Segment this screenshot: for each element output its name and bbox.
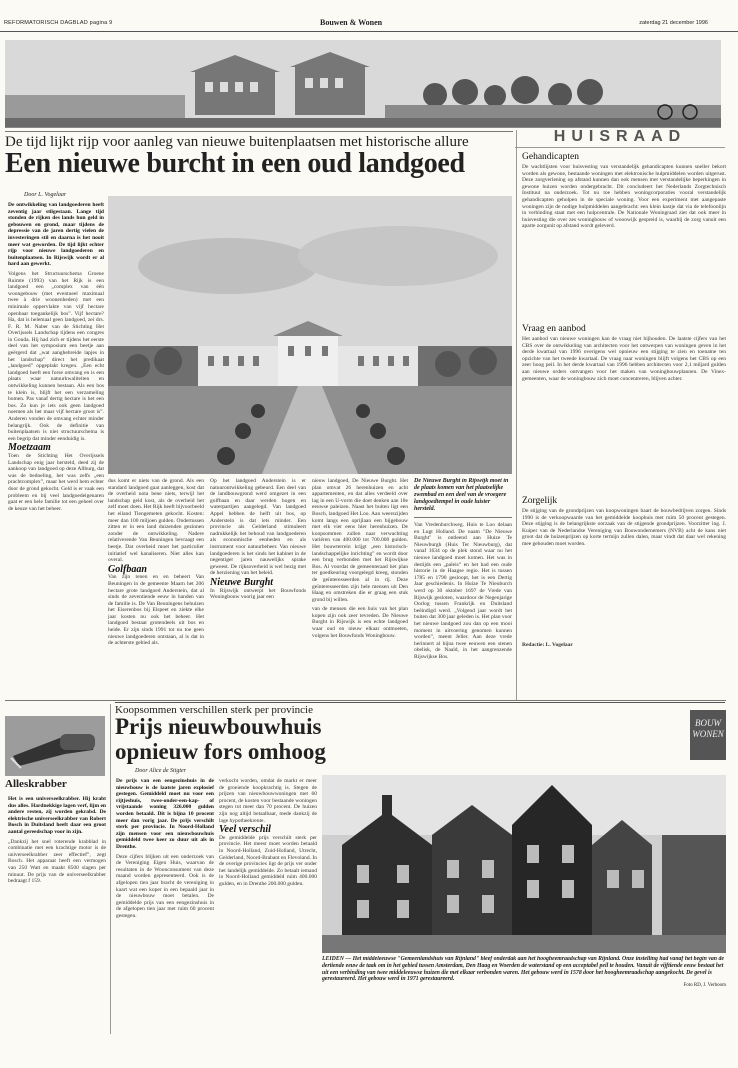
main-col2-body: dus komt er niets van de grond. Als een standard landgoed gaat aanleggen, kost dat de overheid nota bene niets, terwijl het landschap geld kost, als de overheid het zelf moet doen. Het Rijk heeft bijvoorbeeld het eiland Tiengemeten gekocht. Kosten: meer dan 100 miljoen gulden. Ondertussen zitten er in een land duizenden gezinnen zonder de ontwikkeling. Nadere relativerende Van Beuningen bevraagt een beetje. Dat overheid moet het particulier initiatief wel kanaliseren. Niet alles kan overal. bbox=[108, 478, 204, 564]
main-col2-body2: Van zijn tenen en en beheert Van Beuningen in de gemeente Maarn het 206 hectare grote landgoed Anderstein, dat al sinds de zeventiende eeuw in handen van de familie is. De Van Beuningens behuizen het Eiserenbos bij Elspeet en ziekte elke jaar kosten nu ook het beheer. Het landgoed bestaat grotendeels uit bos en heide. Er zijn sinds 1991 tot nu toe geen nieuwe landgoederen ontstaan, al is dat in de achterste gebied als. bbox=[108, 574, 204, 647]
second-headline bbox=[115, 714, 445, 764]
second-col1-body: Deze cijfers blijken uit een onderzoek van de Vereniging Eigen Huis, waarvan de resultaten in de Woonconsument van deze maand worden gepresenteerd. Ook is de afgelopen tien jaar bracht de vereniging in kaart wat een koper in een bepaald jaar in de nieuwbouw moet betalen. De gemiddelde prijs van een eengezinshuis in de afgelopen tien jaar met ruim 60 procent gestegen. bbox=[116, 853, 214, 919]
second-lede: De prijs van een eengezinshuis in de nieuwbouw is de laatste jaren explosief gestegen. Gemiddeld moet nu voor een rijtjeshuis, twee-onder-een-kap- of vrijstaande woning 326.000 gulden worden betaald. Dit is bijna 10 procent meer dan vorig jaar. De prijs verschilt sterk per provincie. In Noord-Holland zijn mensen voor een nieuwbouwhuis gemiddeld twee keer zo duur uit als in Drenthe. bbox=[116, 778, 214, 850]
second-col2-body2: De gemiddelde prijs verschilt sterk per provincie. Het meest moet worden betaald in Noord-Holland, Zuid-Holland, Utrecht, Gelderland, Noord-Brabant en Flevoland. In de overige provincies ligt de prijs ver onder het landelijk gemiddelde. Zo betaalt iemand in Noord-Holland gemiddeld ruim 400.000 gulden, en in Drenthe 200.000 gulden. bbox=[219, 834, 317, 887]
main-col3-body2: In Rijswijk ontwerpt het Bouwfonds Woningbouw voorig jaar een bbox=[210, 587, 306, 601]
second-kicker: Koopsommen verschillen sterk per provincie bbox=[115, 702, 725, 716]
bottom-photo-caption: LEIDEN — Het middeleeuwse "Gemeenlandshuis van Rijnland" bleef onderdak aan het hoogheemraadschap van Rijnland. Onze instelling had vanaf het begin van de dertiende eeuw de taak om in het gebied tussen Amsterdam, Den Haag en Woerden de waterstand op een acceptabel peil te houden. Vanuit de vijftiende eeuw bestaat het uit een verbinding van twee middeleeuwse huizen die met elkaar verbonden waren. Het gebouw werd in 1578 door het hoogheemraadschap aangekocht. De gevel is gerestaureerd. Het gebouw werd in 1971 gerestaureerd. bbox=[322, 956, 724, 983]
second-col-1 bbox=[116, 778, 214, 1033]
sidebar-body-2: Het aanbod van nieuwe woningen kan de vraag niet bijhouden. De laatste cijfers van het CBS over de ontwikkeling van architecten voor het ontwerpen van woningen geven in het derde kwartaal van 1996 overigens wel opnieuw een stijging te zien en toename ten opzichte van het tweede kwartaal. De vraag naar woningen blijft volgens het CBS op een zeer hoog peil. In het derde kwartaal van 1996 hebben architecten voor 2,1 miljard gulden aan nieuwe orders ontvangen voor het maken van woningbouwplannen. De Vinex-gemeenten, waar de woningbouw zich moet concentreren, blijven achter. bbox=[522, 336, 726, 382]
banner-drawing bbox=[5, 40, 721, 128]
main-author: Door L. Vogelaar bbox=[24, 192, 67, 198]
second-headline-line2: opnieuw fors omhoog bbox=[115, 739, 326, 764]
scraper-heading: Alleskrabber bbox=[5, 778, 67, 790]
bottom-photo-caption-box bbox=[322, 956, 726, 1036]
badge-line1: BOUW bbox=[695, 718, 721, 728]
second-col2-body: verkocht worden, omdat de markt er meer de groeiende koopkrachtig is. Stegen de prijzen van nieuwbouwwoningen met 60 procent, de kosten voor bestaande woningen stegen tot meer dan 70 procent. De huizen zijn nog altijd betaalbaar, mede dankzij de lage hypotheekrente. bbox=[219, 778, 317, 824]
main-kicker: De tijd lijkt rijp voor aanleg van nieuwe buitenplaatsen met historische allure bbox=[5, 131, 513, 151]
building-drawing bbox=[322, 775, 726, 953]
second-col-2 bbox=[219, 778, 317, 1033]
sidebar-heading-3: Zorgelijk bbox=[522, 496, 558, 506]
masthead bbox=[0, 16, 738, 32]
section-divider bbox=[5, 700, 726, 701]
sidebar-section-zorgelijk bbox=[522, 496, 726, 638]
masthead-paper-name: REFORMATORISCH DAGBLAD pagina 9 bbox=[4, 20, 113, 26]
main-col1-subheading: Moetzaam bbox=[8, 442, 51, 454]
photo-nieuwe-burght bbox=[108, 196, 512, 474]
sidebar-divider bbox=[516, 130, 517, 700]
main-col-5 bbox=[414, 478, 512, 700]
main-col5-body: Van Vredenburchweg. Huis te Loo delaan en Lugt Holland. De naam "De Nieuwe Burght" is ontleend aan Huize Te Nieuwburgh (Huis Ter Nieuwburg), dat vanaf 1634 op de plek stond waar nu het nieuwe landgoed moet komen. Het was in destijds een „paleis” en het had een oude historie in de Haagse regio. Het is tussen 1785 en 1790 gesloopt, het is een Dertig Jaar geschiedenis. In Huize Te Nieuburch werd op 30 oktober 1697 de Vrede van Rijswijk gesloten, waardoor de Negenjarige Oorlog tussen Frankrijk en Duitsland beëindigd werd. „Volgend jaar wordt het buiten dat 300 jaar geleden is. Het plan voor het nieuwe landgoed zou dan op een mooi moment in uitvoering genomen kunnen worden”, meent Jeller. Aan deze vrede herinnert al bijna twee eeuwen een stenen obelisk, de Naald, in het aangrenzende Rijswijkse Bos. bbox=[414, 522, 512, 660]
sidebar bbox=[522, 152, 726, 697]
main-headline: Een nieuwe burcht in een oud landgoed bbox=[5, 148, 465, 179]
bottom-photo-credit: Foto RD, J. Verboom bbox=[683, 983, 726, 989]
scraper-photo bbox=[5, 716, 105, 776]
photo-drawing bbox=[108, 196, 512, 474]
main-lede: De ontwikkeling van landgoederen heeft zeventig jaar stilgestaan. Lange tijd stonden de rijken des lands hun geld in gebouwen en grond, maar tijdens de depressie van de jaren dertig vielen de investeringen stil en daarna is het nooit meer wat geworden. De tijd lijkt echter rijp voor nieuwe landgoederen en buitenplaatsen. In Rijswijk wordt er al hard aan gewerkt. bbox=[8, 202, 104, 268]
badge-line2: WONEN bbox=[692, 729, 724, 739]
caption-divider bbox=[414, 517, 512, 518]
main-col2-subheading: Golfbaan bbox=[108, 563, 147, 575]
sidebar-body-1: De wachtlijsten voor huisvesting van verstandelijk gehandicapten kunnen sneller bekort worden als gewone, bestaande woningen met elektronische hulpmiddelen worden uitgerust. Deze zorgverlening op afstand kunnen dan ook mensen met verstandelijke beperkingen in gewone huizen worden ondergebracht. Dit concludeert het Nederlands Zorgtechnisch Instituut na onderzoek. Tot nu toe hebben woningcorporaties vooral verstandelijk gehandicapten geholpen in de speciale woning. Voor een experiment met aangepaste woningen zijn de nodige hulpmiddelen aangebracht: een klein kastje dat via de telefoonlijn in verbinding staat met een hulpcentrale. De Nationale Woningraad ziet dat ook meer in huisvesting die over zes woningbouw of woonwijk gespreid is, waarbij de zorg vanuit een aparte zorgunit op afstand wordt geleverd. bbox=[522, 164, 726, 230]
masthead-section: Bouwen & Wonen bbox=[320, 18, 383, 27]
sidebar-editor: Redactie: L. Vogelaar bbox=[522, 642, 573, 648]
scraper-article bbox=[8, 796, 106, 1006]
main-col4-cont: van de mensen die een huis van het plan kopen zijn ook zeer tevreden. De Nieuwe Burght in Rijswijk is een echte landgoed waar oud en nieuw elkaar ontmoeten, volgens het Bouwfonds Woningbouw. bbox=[312, 606, 408, 639]
second-headline-line1: Prijs nieuwbouwhuis bbox=[115, 714, 322, 739]
photo-caption: De Nieuwe Burght in Rijswijk moet in de plaats komen van het plaatselijke zwembad en een deel van de vroegere landgoedtempel in oude luister hersteld. bbox=[414, 478, 509, 512]
main-col-4 bbox=[312, 478, 408, 700]
banner-illustration bbox=[5, 40, 721, 128]
bouw-wonen-badge bbox=[690, 710, 726, 760]
masthead-date: zaterdag 21 december 1996 bbox=[639, 20, 708, 26]
second-col2-subheading: Veel verschil bbox=[219, 824, 271, 836]
scraper-body: „Dankzij het snel roterende krabblad in combinatie met een krachtige motor is de universeelkrabber zeer effectief”, zegt Bosch. Het apparaat heeft een vermogen van 250 Watt en maakt 8500 slagen per minuut. De prijs van de universeelkrabber bedraagt f 159. bbox=[8, 838, 106, 885]
main-col-2 bbox=[108, 478, 204, 700]
main-col3-body: Op het landgoed Anderstein is er natuurontwikkeling gebeurd. Een deel van de landbouwgrond werd omgezet in een golfbaan en daar werden hogen en waterpartijen aangelegd. Van landgoed Appel hebben de helft uit bos, op Anderstein is dat iets minder. Een provincie als Gelderland stimuleert nadrukkelijk het behoud van landgoederen als economische eenheden en als instrument voor natuurbeheer. Van nieuwe landgoederen is het sinds het kabinet in de negentiger jaren nauwelijks sprake geweest. De rijksoverheid is wel bezig met de herziening van het beleid. bbox=[210, 478, 306, 577]
main-col-1 bbox=[8, 202, 104, 702]
sidebar-section-vraag bbox=[522, 324, 726, 486]
main-col1-body2: Toen de Stichting Het Overijssels Landschap enig jaar hersteld, deed zij de aankoop van landgoed op deze Allburg, dat was de bedoeling, het was zelfs „een prachtcomplex”, maar het werd hem echter door de grond gekocht. Geld is er vaak een probleem en bij veel landgoedeigenaren gaat er een hele familie tot een geheel over de keuze van het beheer. bbox=[8, 452, 104, 512]
sidebar-title: HUISRAAD bbox=[515, 128, 725, 148]
main-col3-subheading: Nieuwe Burght bbox=[210, 576, 274, 588]
main-col4-body: nieuw landgoed, De Nieuwe Burght. Het plan omvat 26 herenhuizen en acht appartementen, en dat alles verdeeld over lag in een U-vorm die doet denken aan 18e eeuwse paleizen. Naast het buiten ligt een Bosch, landgoed Het Loo. Aan weerszijden komt langs een oprijlaan een bijgebouw met elk vier eens hier herenhuizen. De koopsommen zullen naar verwachting variëren van 400.000 tot 700.000 gulden. Het bouwterrein krijgt „een historisch-landschappelijke inrichting” en wordt door een brug verbonden met het Rijswijkse Bos. Al voordat de gemeenteraad het plan ter goedkeuring voorgelegd kreeg, stonden de geïnteresseerden al in rij. Deze geïnteresseerden zijn hele mensen uit Den Haag en omstreken die er graag een stuk grond bij willen. bbox=[312, 478, 408, 603]
second-author: Door Alice de Stigter bbox=[135, 768, 187, 774]
photo-gemeenlandshuis bbox=[322, 775, 726, 953]
sidebar-heading-1: Gehandicapten bbox=[522, 152, 579, 162]
scraper-drawing bbox=[5, 716, 105, 776]
main-col-3 bbox=[210, 478, 306, 700]
scraper-divider bbox=[110, 704, 111, 1034]
sidebar-heading-2: Vraag en aanbod bbox=[522, 324, 586, 334]
main-col1-body: Volgens het Structuurschema Groene Ruimte (1993) van het Rijk is een landgoed een „complex van één woongebouw (met eventueel maximaal twee à drie woonenheden) met een minimale oppervlakte van vijf hectare openbaar toegankelijk bos”. Vijf hectare? Ha, dat is helemaal geen landgoed, zei drs. F. R. M. Naber van de Stichting Het Overijssels Landschap tijdens een congres in Gouda. Hij had zich er tijdens het eerste deel van het symposium een beetje aan geërgerd dat „wat aanghebreide lapjes in het landschap” direct het predikaat „landgoed” opgeplakt kregen. „Een echt landgoed heeft een forse omvang en is een plaats waar natuurkwaliteiten en ontwikkeling kunnen bestaan. Als een bos te klein is, blijft het een verzameling bomen. Pas vanaf dertig hectare is het een bos. Zo kun je iets ook geen landgoed noemen als het maar vijf hectare groot is”. Anderen vonden de omvang echter minder belangrijk. Ook de definitie van buitenplaatsen is niet structuurschema is een begrip dat minder eenduidig is. bbox=[8, 270, 104, 442]
sidebar-section-gehandicapten bbox=[522, 152, 726, 314]
sidebar-body-3: De stijging van de grondprijzen van koopwoningen baart de bouwbedrijven zorgen. Sinds 1990 is de verkoopwaarde van het gemiddelde koophuis met ruim 50 procent gestegen. Deze stijging is de belangrijkste oorzaak van de stijgende grondprijzen. Voorzitter ing. J. Kuiper van de Nederlandse Vereniging van Bouwondernemers (NVB) acht de kans niet groot dat de huizenprijzen op korte termijn zullen dalen, maar vindt dat daar wel rekening mee gehouden moet worden. bbox=[522, 508, 726, 547]
scraper-lede: Het is een universeelkrabber. Hij krabt dus alles. Hardnekkige lagen verf, lijm en andere resten, zij worden gekrabd. De elektrische universeelkrabber van Robert Bosch in Duitsland heeft daar een groot aantal gereedschap voor in zijn. bbox=[8, 796, 106, 835]
